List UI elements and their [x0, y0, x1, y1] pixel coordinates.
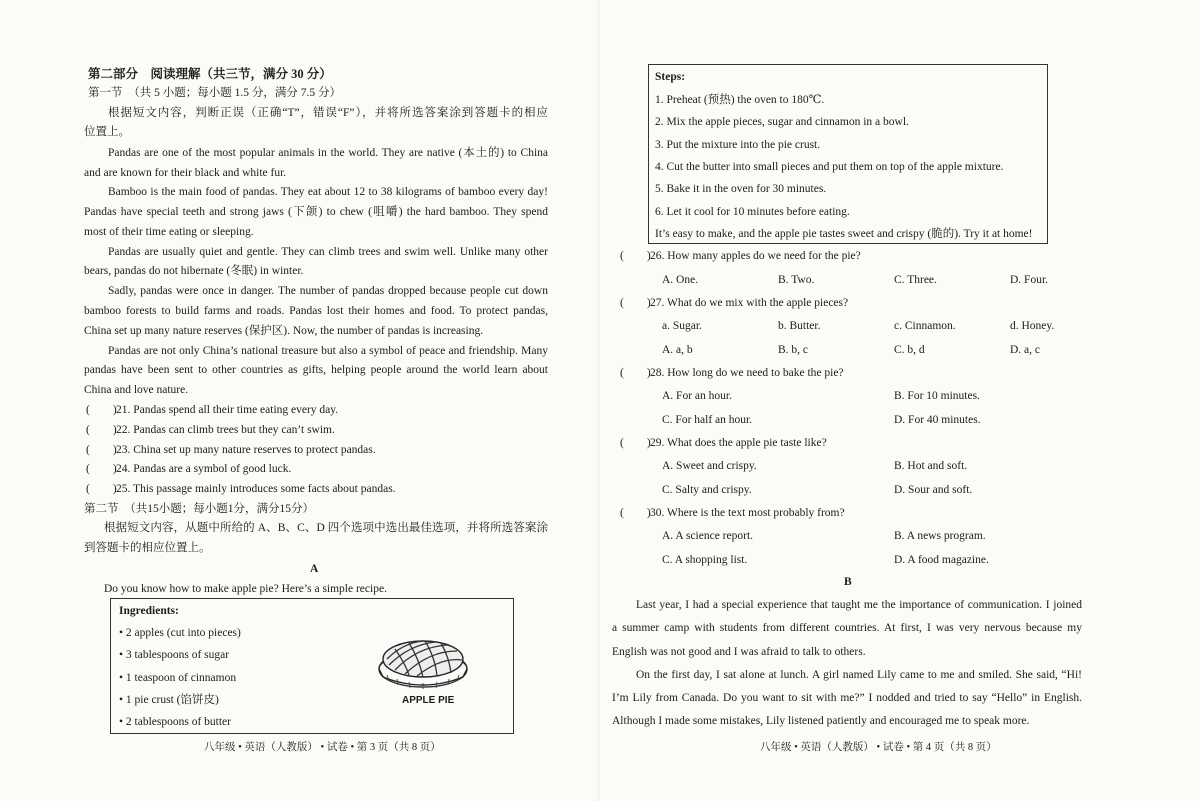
- section2-instructions: 根据短文内容，从题中所给的 A、B、C、D 四个选项中选出最佳选项，并将所选答案涂: [104, 522, 548, 534]
- section1-instructions: 根据短文内容，判断正误（正确“T”，错误“F”），并将所选答案涂到答题卡的相应: [108, 107, 548, 119]
- ingredient-item: • 3 tablespoons of sugar: [119, 649, 230, 661]
- answer-bracket: ( ): [86, 463, 117, 475]
- ingredient-item: • 1 pie crust (馅饼皮): [119, 694, 219, 706]
- answer-bracket: ( ): [86, 444, 117, 456]
- mc-question-stem: 30. Where is the text most probably from?: [650, 507, 845, 519]
- mc-option: D. A food magazine.: [894, 554, 989, 566]
- mc-question-stem: 28. How long do we need to bake the pie?: [650, 367, 844, 379]
- passage-b-line: a summer camp with students from different countries. At first, I was very nervous because my: [612, 622, 1082, 634]
- passage-line: Pandas have special teeth and strong jaws (下颌) to chew (咀嚼) the hard bamboo. They spend: [84, 206, 548, 218]
- passage-line: pandas have been sent to other countries as gifts, helping people around the world learn about: [84, 364, 548, 376]
- tf-question: 22. Pandas can climb trees but they can’t swim.: [116, 424, 335, 436]
- mc-option: A. a, b: [662, 344, 693, 356]
- mc-option: D. Sour and soft.: [894, 484, 973, 496]
- ingredient-item: • 2 tablespoons of butter: [119, 716, 231, 728]
- ingredient-item: • 2 apples (cut into pieces): [119, 627, 241, 639]
- step-conclusion: It’s easy to make, and the apple pie tastes sweet and crispy (脆的). Try it at home!: [655, 228, 1033, 240]
- section1-instructions-cont: 位置上。: [84, 126, 130, 138]
- mc-question-stem: 29. What does the apple pie taste like?: [650, 437, 827, 449]
- page-footer: 八年级 • 英语（人教版） • 试卷 • 第 3 页（共 8 页）: [204, 742, 441, 753]
- mc-option: B. Two.: [778, 274, 815, 286]
- mc-option: B. b, c: [778, 344, 809, 356]
- passage-line: bears, pandas do not hibernate (冬眠) in winter.: [84, 265, 304, 277]
- answer-bracket: ( ): [620, 367, 651, 379]
- passage-line: most of their time eating or sleeping.: [84, 226, 254, 238]
- mc-option: B. A news program.: [894, 530, 986, 542]
- answer-bracket: ( ): [620, 437, 651, 449]
- step-item: 6. Let it cool for 10 minutes before eating.: [655, 206, 850, 218]
- mc-sub-item: a. Sugar.: [662, 320, 702, 332]
- step-item: 2. Mix the apple pieces, sugar and cinnamon in a bowl.: [655, 116, 909, 128]
- ingredient-item: • 1 teaspoon of cinnamon: [119, 672, 237, 684]
- mc-option: C. For half an hour.: [662, 414, 753, 426]
- mc-option: A. For an hour.: [662, 390, 732, 402]
- passage-line: bamboo forests to build farms and roads. Pandas lost their homes and food. To protect pandas,: [84, 305, 548, 317]
- mc-option: B. For 10 minutes.: [894, 390, 980, 402]
- ingredients-title: Ingredients:: [119, 605, 179, 617]
- tf-question: 23. China set up many nature reserves to protect pandas.: [116, 444, 376, 456]
- page-fold: [598, 0, 600, 801]
- answer-bracket: ( ): [620, 297, 651, 309]
- step-item: 4. Cut the butter into small pieces and put them on top of the apple mixture.: [655, 161, 1004, 173]
- passage-line: Bamboo is the main food of pandas. They eat about 12 to 38 kilograms of bamboo every day!: [108, 186, 548, 198]
- mc-question-stem: 27. What do we mix with the apple pieces?: [650, 297, 849, 309]
- mc-sub-item: d. Honey.: [1010, 320, 1055, 332]
- steps-box: [648, 64, 1048, 244]
- mc-option: C. A shopping list.: [662, 554, 748, 566]
- passage-line: China and love nature.: [84, 384, 189, 396]
- answer-bracket: ( ): [86, 424, 117, 436]
- mc-option: C. Three.: [894, 274, 937, 286]
- step-item: 3. Put the mixture into the pie crust.: [655, 139, 821, 151]
- passage-b-line: Last year, I had a special experience that taught me the importance of communication. I joined: [636, 599, 1082, 611]
- mc-question-stem: 26. How many apples do we need for the pie?: [650, 250, 861, 262]
- recipe-intro: Do you know how to make apple pie? Here’s a simple recipe.: [104, 583, 387, 595]
- part-title: 第二部分 阅读理解（共三节，满分 30 分）: [88, 67, 332, 81]
- mc-option: B. Hot and soft.: [894, 460, 968, 472]
- section1-title: 第一节 （共 5 小题；每小题 1.5 分，满分 7.5 分）: [88, 87, 341, 99]
- mc-sub-item: b. Butter.: [778, 320, 821, 332]
- passage-b-label: B: [844, 576, 852, 588]
- answer-bracket: ( ): [620, 507, 651, 519]
- passage-b-line: English was not good and I was afraid to talk to others.: [612, 646, 866, 658]
- mc-option: A. One.: [662, 274, 699, 286]
- answer-bracket: ( ): [86, 483, 117, 495]
- tf-question: 21. Pandas spend all their time eating every day.: [116, 404, 339, 416]
- step-item: 5. Bake it in the oven for 30 minutes.: [655, 183, 827, 195]
- section2-instructions-cont: 到答题卡的相应位置上。: [84, 542, 211, 554]
- steps-title: Steps:: [655, 71, 686, 83]
- mc-option: D. a, c: [1010, 344, 1041, 356]
- ingredients-box: [110, 598, 514, 734]
- tf-question: 24. Pandas are a symbol of good luck.: [116, 463, 292, 475]
- passage-b-line: Although I made some mistakes, Lily listened patiently and encouraged me to speak more.: [612, 715, 1030, 727]
- mc-option: A. A science report.: [662, 530, 754, 542]
- answer-bracket: ( ): [86, 404, 117, 416]
- passage-line: Sadly, pandas were once in danger. The number of pandas dropped because people cut down: [108, 285, 548, 297]
- mc-option: A. Sweet and crispy.: [662, 460, 757, 472]
- mc-option: C. b, d: [894, 344, 925, 356]
- step-item: 1. Preheat (预热) the oven to 180℃.: [655, 94, 825, 106]
- passage-line: and are known for their black and white fur.: [84, 167, 287, 179]
- section2-title: 第二节 （共15小题；每小题1分，满分15分）: [84, 503, 314, 515]
- mc-option: D. For 40 minutes.: [894, 414, 981, 426]
- pie-caption: APPLE PIE: [402, 695, 455, 706]
- apple-pie-icon: [373, 629, 473, 697]
- passage-line: Pandas are not only China’s national treasure but also a symbol of peace and friendship. Many: [108, 345, 548, 357]
- passage-a-label: A: [310, 563, 319, 575]
- answer-bracket: ( ): [620, 250, 651, 262]
- passage-b-line: I’m Lily from Canada. Do you want to sit with me?” I nodded and tried to say “Hello” in English.: [612, 692, 1082, 704]
- mc-sub-item: c. Cinnamon.: [894, 320, 956, 332]
- mc-option: C. Salty and crispy.: [662, 484, 752, 496]
- mc-option: D. Four.: [1010, 274, 1049, 286]
- passage-b-line: On the first day, I sat alone at lunch. A girl named Lily came to me and smiled. She said, “Hi!: [636, 669, 1082, 681]
- passage-line: Pandas are one of the most popular animals in the world. They are native (本土的) to China: [108, 147, 548, 159]
- tf-question: 25. This passage mainly introduces some facts about pandas.: [116, 483, 396, 495]
- passage-line: China set up many nature reserves (保护区). Now, the number of pandas is increasing.: [84, 325, 484, 337]
- passage-line: Pandas are usually quiet and gentle. They can climb trees and swim well. Unlike many other: [108, 246, 548, 258]
- page-footer: 八年级 • 英语（人教版） • 试卷 • 第 4 页（共 8 页）: [760, 742, 997, 753]
